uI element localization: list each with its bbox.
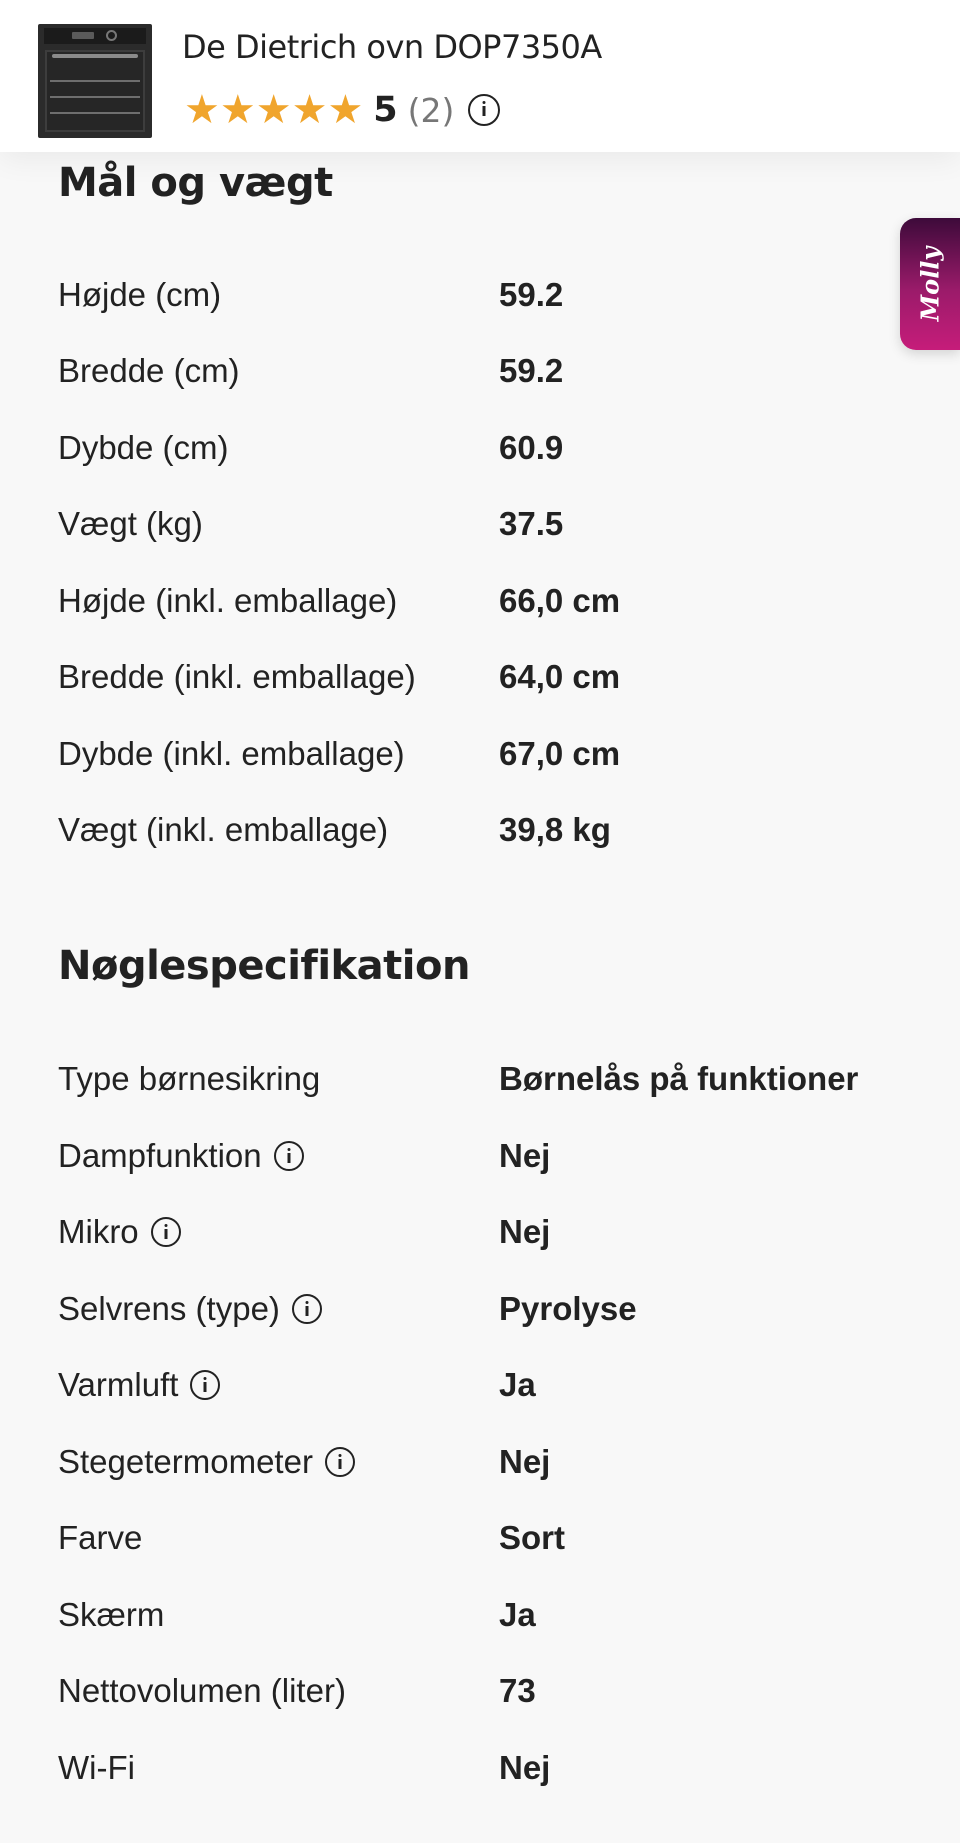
oven-display <box>72 32 94 39</box>
spec-value: Nej <box>499 1749 551 1786</box>
spec-label-text: Varmluft <box>58 1366 179 1403</box>
star-icon: ★ <box>219 87 256 133</box>
spec-label: Vægt (kg) <box>58 505 203 542</box>
chat-tab-label: Molly <box>915 246 945 322</box>
spec-row <box>58 639 918 715</box>
chat-assistant-tab[interactable] <box>900 218 960 350</box>
spec-label: Nettovolumen (liter) <box>58 1672 346 1709</box>
spec-row <box>58 257 918 333</box>
spec-label-text: Stegetermometer <box>58 1443 313 1480</box>
spec-row <box>58 1194 918 1270</box>
spec-value: 60.9 <box>499 429 564 466</box>
spec-label: Skærm <box>58 1596 165 1633</box>
product-header <box>0 0 960 152</box>
spec-value: Nej <box>499 1213 551 1250</box>
spec-value: 66,0 cm <box>499 582 621 619</box>
spec-row <box>58 1271 918 1347</box>
spec-row <box>58 1577 918 1653</box>
rating-value: 5 <box>373 90 398 130</box>
spec-row <box>58 486 918 562</box>
spec-label-with-info <box>58 1213 499 1251</box>
spec-value: Pyrolyse <box>499 1290 637 1327</box>
spec-label: Dybde (cm) <box>58 429 229 466</box>
spec-row <box>58 1500 918 1576</box>
review-count[interactable]: (2) <box>407 90 455 130</box>
info-icon[interactable] <box>151 1217 181 1247</box>
spec-label-text: Mikro <box>58 1213 139 1250</box>
spec-label: Wi-Fi <box>58 1749 135 1786</box>
oven-handle <box>52 54 138 58</box>
spec-row <box>58 716 918 792</box>
spec-label: Højde (inkl. emballage) <box>58 582 398 619</box>
spec-row <box>58 333 918 409</box>
star-rating <box>184 88 363 132</box>
spec-row <box>58 1653 918 1729</box>
spec-label-with-info <box>58 1137 499 1175</box>
star-icon: ★ <box>327 87 364 133</box>
info-icon[interactable] <box>274 1141 304 1171</box>
spec-label: Dybde (inkl. emballage) <box>58 735 405 772</box>
oven-door <box>45 50 145 132</box>
spec-value: Nej <box>499 1137 551 1174</box>
spec-label: Vægt (inkl. emballage) <box>58 811 389 848</box>
oven-rail <box>50 112 140 114</box>
spec-row <box>58 410 918 486</box>
spec-value: 59.2 <box>499 352 564 389</box>
spec-label: Type børnesikring <box>58 1060 321 1097</box>
spec-row <box>58 1730 918 1806</box>
star-icon: ★ <box>184 87 220 133</box>
spec-value: 39,8 kg <box>499 811 611 848</box>
spec-label: Højde (cm) <box>58 276 222 313</box>
spec-value: 73 <box>499 1672 536 1709</box>
spec-value: 67,0 cm <box>499 735 621 772</box>
section-title: Mål og vægt <box>58 160 333 206</box>
spec-value: 64,0 cm <box>499 658 621 695</box>
key-specs-section <box>58 943 918 989</box>
spec-value: Sort <box>499 1519 565 1556</box>
product-thumbnail[interactable] <box>38 24 152 138</box>
spec-row <box>58 1347 918 1423</box>
info-icon[interactable] <box>190 1370 220 1400</box>
spec-row <box>58 563 918 639</box>
spec-label: Bredde (cm) <box>58 352 240 389</box>
info-icon[interactable] <box>325 1447 355 1477</box>
spec-label-text: Selvrens (type) <box>58 1290 280 1327</box>
spec-label-with-info <box>58 1290 499 1328</box>
dimensions-section <box>58 160 918 206</box>
spec-label: Bredde (inkl. emballage) <box>58 658 416 695</box>
spec-label: Farve <box>58 1519 143 1556</box>
spec-value: Ja <box>499 1366 536 1403</box>
star-icon: ★ <box>291 87 328 133</box>
spec-value: 59.2 <box>499 276 564 313</box>
spec-label-with-info <box>58 1366 499 1404</box>
oven-rail <box>50 80 140 82</box>
oven-knob <box>106 30 117 41</box>
oven-rail <box>50 96 140 98</box>
spec-value: Børnelås på funktioner <box>499 1060 859 1097</box>
info-icon[interactable] <box>292 1294 322 1324</box>
star-icon: ★ <box>255 87 292 133</box>
spec-label-with-info <box>58 1443 499 1481</box>
product-title: De Dietrich ovn DOP7350A <box>182 28 602 66</box>
spec-row <box>58 1118 918 1194</box>
rating-summary[interactable] <box>184 88 500 132</box>
info-icon[interactable] <box>468 94 500 126</box>
spec-value: Ja <box>499 1596 536 1633</box>
spec-row <box>58 1424 918 1500</box>
spec-row <box>58 1041 918 1117</box>
spec-value: Nej <box>499 1443 551 1480</box>
spec-value: 37.5 <box>499 505 564 542</box>
spec-row <box>58 792 918 868</box>
section-title: Nøglespecifikation <box>58 943 470 989</box>
spec-label-text: Dampfunktion <box>58 1137 262 1174</box>
oven-control-panel <box>44 28 146 44</box>
